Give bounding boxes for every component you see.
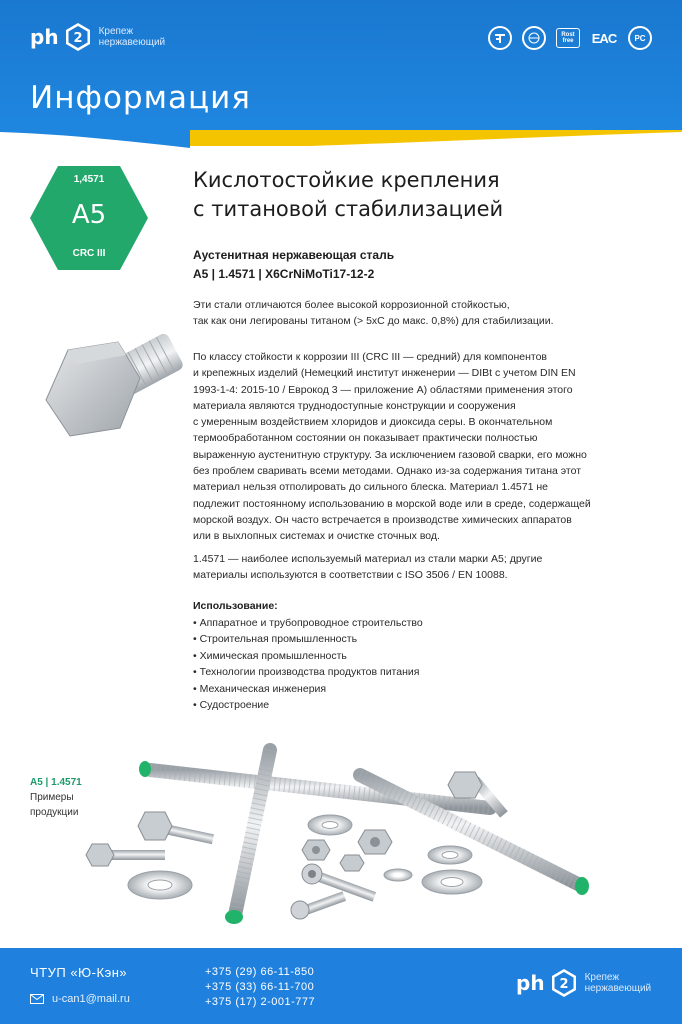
header-wave-decoration [0, 118, 682, 148]
phone-number[interactable]: +375 (33) 66-11-700 [205, 981, 315, 993]
footer-tagline-line2: нержавеющий [584, 983, 652, 994]
certification-icons [488, 26, 652, 50]
brand-tagline [99, 26, 166, 48]
para2-line: По классу стойкости к коррозии III (CRC III — средний) для компонентов [193, 351, 547, 363]
subheading-line1: Аустенитная нержавеющая сталь [193, 248, 395, 262]
usage-item: • Аппаратное и трубопроводное строительство [193, 615, 423, 631]
para2-line: материал нельзя отполировать до сильного блеска. Материал 1.4571 не [193, 481, 549, 494]
paragraph-intro [193, 297, 633, 330]
usage-item: • Химическая промышленность [193, 648, 423, 664]
footer-brand-tagline [585, 972, 652, 994]
para2-line: материала являются труднодоступные конструкции и сооружения [193, 399, 516, 412]
steel-grade-badge [28, 164, 150, 272]
para2-line: или в выхлопных системах и очистке сточных вод. [193, 530, 440, 543]
para2-line: с умеренным воздействием хлоридов и диоксида серы. В окончательном [193, 416, 553, 429]
caption-code: A5 | 1.4571 [30, 777, 82, 788]
footer-brand-num: 2 [559, 977, 569, 992]
socket-bolt-2 [291, 891, 346, 919]
threaded-rod-1 [139, 761, 490, 808]
para2-line: подлежит постоянному использованию в морской воде или в среде, содержащей [193, 497, 591, 510]
paragraph-corrosion [193, 349, 633, 545]
email-address[interactable]: u-can1@mail.ru [52, 993, 130, 1005]
pct-icon: PC [628, 26, 652, 50]
badge-top-label: 1,4571 [73, 174, 105, 185]
footer-brand-logo[interactable] [516, 968, 651, 998]
round-cert-icon [522, 26, 546, 50]
phone-list [205, 965, 315, 1010]
brand-ph: ph [30, 25, 59, 49]
paragraph-materials [193, 551, 633, 584]
brand-logo[interactable] [30, 22, 165, 52]
headline-line2: с титановой стабилизацией [193, 197, 504, 221]
footer-hex-logo-icon [549, 968, 579, 998]
brand-tagline-line1: Крепеж [98, 26, 134, 37]
rost-free-icon: Rost free [556, 28, 580, 48]
usage-item: • Механическая инженерия [193, 681, 423, 697]
hex-bolt-small-1 [138, 812, 214, 844]
para1-line: Эти стали отличаются более высокой коррозионной стойкостью, [193, 299, 510, 311]
para1-line: так как они легированы титаном (> 5xC до макс. 0,8%) для стабилизации. [193, 315, 554, 328]
header-banner [0, 0, 682, 130]
article-subheading [193, 246, 394, 284]
hex-bolt-image [28, 320, 183, 460]
company-name: ЧТУП «Ю-Кэн» [30, 965, 128, 980]
caption-line2: продукции [30, 807, 79, 818]
fastener-products-image [80, 730, 660, 940]
footer-email[interactable] [30, 993, 130, 1005]
footer [0, 948, 682, 1024]
para3-line: материалы используются в соответствии с ISO 3506 / EN 10088. [193, 569, 508, 582]
phone-number[interactable]: +375 (29) 66-11-850 [205, 966, 315, 978]
tb-cert-icon [488, 26, 512, 50]
para2-line: выраженную аустенитную структуру. За исключением газовой сварки, его можно [193, 448, 587, 461]
products-caption [30, 775, 82, 820]
mail-icon [30, 994, 44, 1004]
brand-num: 2 [73, 31, 83, 46]
article-headline [193, 166, 503, 224]
phone-number[interactable]: +375 (17) 2-001-777 [205, 996, 316, 1008]
para2-line: морской воздух. Он часто встречается в производстве химических аппаратов [193, 513, 572, 526]
headline-line1: Кислотостойкие крепления [193, 168, 500, 192]
para2-line: термообработанном состоянии он показывает практически полностью [193, 432, 538, 445]
brand-tagline-line2: нержавеющий [98, 37, 166, 48]
para2-line: и крепежных изделий (Немецкий институт инженерии — DIBt с учетом DIN EN [193, 367, 576, 380]
usage-item: • Технологии производства продуктов питания [193, 664, 423, 680]
hex-bolt-small-2 [86, 844, 165, 866]
usage-item: • Строительная промышленность [193, 631, 423, 647]
caption-line1: Примеры [30, 792, 74, 803]
eac-icon: EAC [591, 30, 617, 46]
usage-item: • Судостроение [193, 697, 423, 713]
footer-brand-ph: ph [516, 971, 545, 995]
usage-list [193, 615, 423, 713]
hex-logo-icon [63, 22, 93, 52]
badge-main-label: A5 [71, 200, 107, 230]
usage-title: Использование: [193, 600, 278, 612]
page-title: Информация [30, 80, 251, 116]
footer-tagline-line1: Крепеж [584, 972, 620, 983]
para2-line: 1993-1-4: 2015-10 / Еврокод 3 — приложение А) областями применения этого [193, 383, 573, 396]
para3-line: 1.4571 — наиболее используемый материал из стали марки А5; другие [193, 553, 543, 565]
subheading-line2: A5 | 1.4571 | X6CrNiMoTi17-12-2 [193, 267, 375, 281]
badge-bottom-label: CRC III [72, 248, 106, 259]
para2-line: без проблем сваривать всеми методами. Однако из-за содержания титана этот [193, 465, 582, 478]
